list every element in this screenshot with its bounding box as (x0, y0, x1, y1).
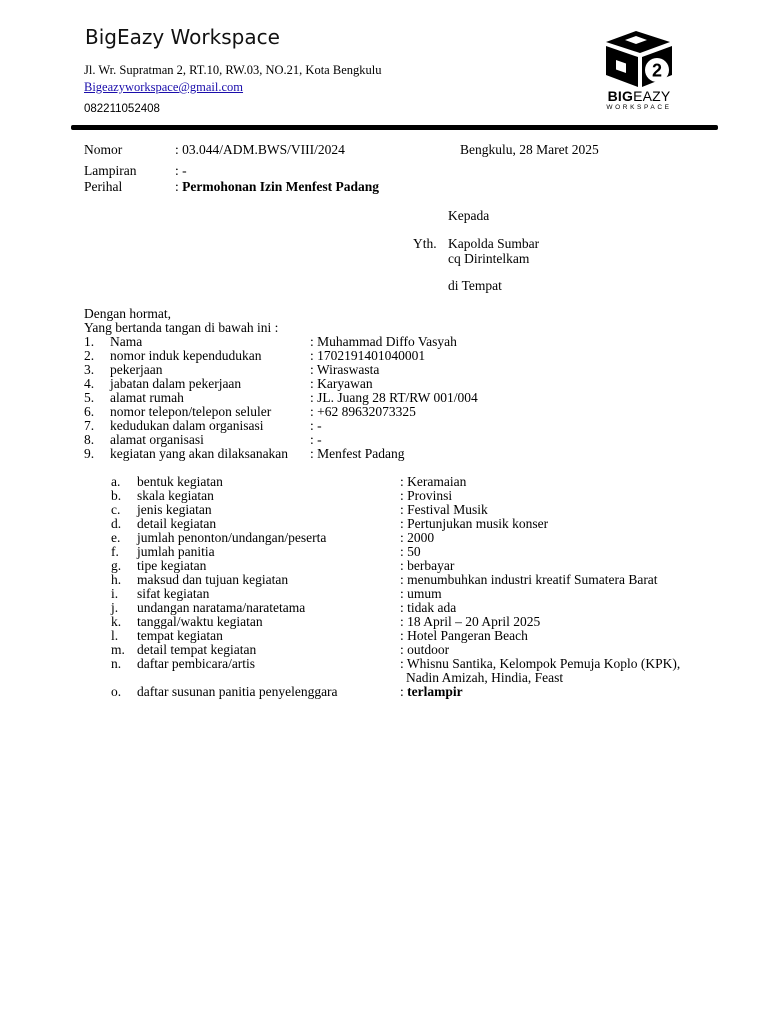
activity-letter: e. (111, 530, 121, 545)
applicant-num: 9. (84, 446, 95, 461)
activity-letter: a. (111, 474, 121, 489)
logo-number: 2 (651, 60, 663, 81)
applicant-label: jabatan dalam pekerjaan (110, 376, 242, 391)
activity-letter: k. (111, 614, 122, 629)
place-date: Bengkulu, 28 Maret 2025 (460, 142, 599, 157)
activity-value: : 50 (400, 544, 421, 559)
applicant-value: : 1702191401040001 (310, 348, 426, 363)
applicant-num: 6. (84, 404, 95, 419)
applicant-num: 3. (84, 362, 95, 377)
activity-letter: f. (111, 544, 119, 559)
activity-letter: c. (111, 502, 121, 517)
logo-wordmark (592, 88, 686, 104)
activity-value: : Provinsi (400, 488, 453, 503)
perihal-subject: Permohonan Izin Menfest Padang (182, 179, 380, 194)
intro-text: Yang bertanda tangan di bawah ini : (84, 320, 279, 335)
applicant-label: alamat organisasi (110, 432, 204, 447)
activity-label: jenis kegiatan (137, 502, 212, 517)
activity-letter: j. (111, 600, 119, 615)
activity-value: : berbayar (400, 558, 455, 573)
applicant-label: nomor telepon/telepon seluler (110, 404, 272, 419)
logo-word-eazy: EAZY (633, 88, 671, 104)
activity-letter: h. (111, 572, 122, 587)
activity-label: maksud dan tujuan kegiatan (137, 572, 289, 587)
activity-letter: d. (111, 516, 122, 531)
activity-value: : Whisnu Santika, Kelompok Pemuja Koplo (KPK), (400, 656, 681, 671)
nomor-value: : 03.044/ADM.BWS/VIII/2024 (175, 142, 345, 157)
perihal-value (175, 180, 379, 194)
applicant-num: 1. (84, 334, 95, 349)
activity-value: : outdoor (400, 642, 450, 657)
activity-label: tanggal/waktu kegiatan (137, 614, 263, 629)
activity-value: : umum (400, 586, 442, 601)
activity-letter: i. (111, 586, 119, 601)
applicant-value: : - (310, 418, 322, 433)
activity-letter: b. (111, 488, 122, 503)
activity-label: tipe kegiatan (137, 558, 207, 573)
applicant-value: : - (310, 432, 322, 447)
activity-value: : 18 April – 20 April 2025 (400, 614, 541, 629)
activity-value: : 2000 (400, 530, 435, 545)
nomor-label: Nomor (84, 142, 123, 157)
applicant-num: 4. (84, 376, 95, 391)
applicant-label: nomor induk kependudukan (110, 348, 262, 363)
applicant-value: : Karyawan (310, 376, 373, 391)
recipient-cq: cq Dirintelkam (448, 251, 530, 266)
lampiran-label: Lampiran (84, 163, 137, 178)
activity-label: undangan naratama/naratetama (137, 600, 306, 615)
company-phone: 082211052408 (84, 103, 160, 115)
letterhead-divider (71, 125, 718, 130)
activity-value: : menumbuhkan industri kreatif Sumatera Barat (400, 572, 658, 587)
activity-label: skala kegiatan (137, 488, 214, 503)
activity-label: detail tempat kegiatan (137, 642, 257, 657)
applicant-value: : +62 89632073325 (310, 404, 416, 419)
company-address: Jl. Wr. Supratman 2, RT.10, RW.03, NO.21, Kota Bengkulu (84, 63, 382, 77)
activity-value: : Festival Musik (400, 502, 488, 517)
logo-subtitle: WORKSPACE (606, 104, 672, 111)
activity-label: jumlah panitia (137, 544, 215, 559)
activity-label: tempat kegiatan (137, 628, 223, 643)
applicant-num: 5. (84, 390, 95, 405)
perihal-colon: : (175, 179, 179, 194)
company-logo (592, 28, 686, 114)
applicant-label: Nama (110, 334, 143, 349)
activity-label: daftar pembicara/artis (137, 656, 256, 671)
applicant-num: 8. (84, 432, 95, 447)
activity-value: : Hotel Pangeran Beach (400, 628, 528, 643)
applicant-value: : JL. Juang 28 RT/RW 001/004 (310, 390, 478, 405)
applicant-label: alamat rumah (110, 390, 184, 405)
applicant-value: : Menfest Padang (310, 446, 405, 461)
yth-label: Yth. (413, 236, 437, 251)
activity-letter: g. (111, 558, 122, 573)
applicant-num: 2. (84, 348, 95, 363)
activity-label: bentuk kegiatan (137, 474, 223, 489)
kepada-label: Kepada (448, 208, 490, 223)
logo-word-big: BIG (607, 88, 634, 104)
activity-label: jumlah penonton/undangan/peserta (137, 530, 327, 545)
lampiran-value: : - (175, 163, 187, 178)
applicant-value: : Wiraswasta (310, 362, 380, 377)
greeting: Dengan hormat, (84, 306, 171, 321)
applicant-label: pekerjaan (110, 362, 163, 377)
activity-letter: o. (111, 684, 122, 699)
recipient-place: di Tempat (448, 278, 502, 293)
activity-label: detail kegiatan (137, 516, 217, 531)
applicant-value: : Muhammad Diffo Vasyah (310, 334, 457, 349)
perihal-label: Perihal (84, 179, 123, 194)
cube-logo-icon (592, 28, 686, 88)
recipient-name: Kapolda Sumbar (448, 236, 540, 251)
activity-value (400, 685, 463, 699)
applicant-num: 7. (84, 418, 95, 433)
applicant-label: kedudukan dalam organisasi (110, 418, 264, 433)
activity-value-bold: terlampir (407, 684, 463, 699)
activity-value: : Keramaian (400, 474, 467, 489)
activity-value: : tidak ada (400, 600, 457, 615)
company-name: BigEazy Workspace (85, 25, 280, 49)
activity-label: daftar susunan panitia penyelenggara (137, 684, 338, 699)
activity-label: sifat kegiatan (137, 586, 210, 601)
applicant-label: kegiatan yang akan dilaksanakan (110, 446, 289, 461)
activity-letter: n. (111, 656, 122, 671)
activity-value: : Pertunjukan musik konser (400, 516, 549, 531)
company-email-link[interactable]: Bigeazyworkspace@gmail.com (84, 80, 244, 94)
activity-value-colon: : (400, 684, 404, 699)
activity-letter: l. (111, 628, 119, 643)
activity-letter: m. (111, 642, 125, 657)
activity-value-continued: Nadin Amizah, Hindia, Feast (406, 670, 564, 685)
